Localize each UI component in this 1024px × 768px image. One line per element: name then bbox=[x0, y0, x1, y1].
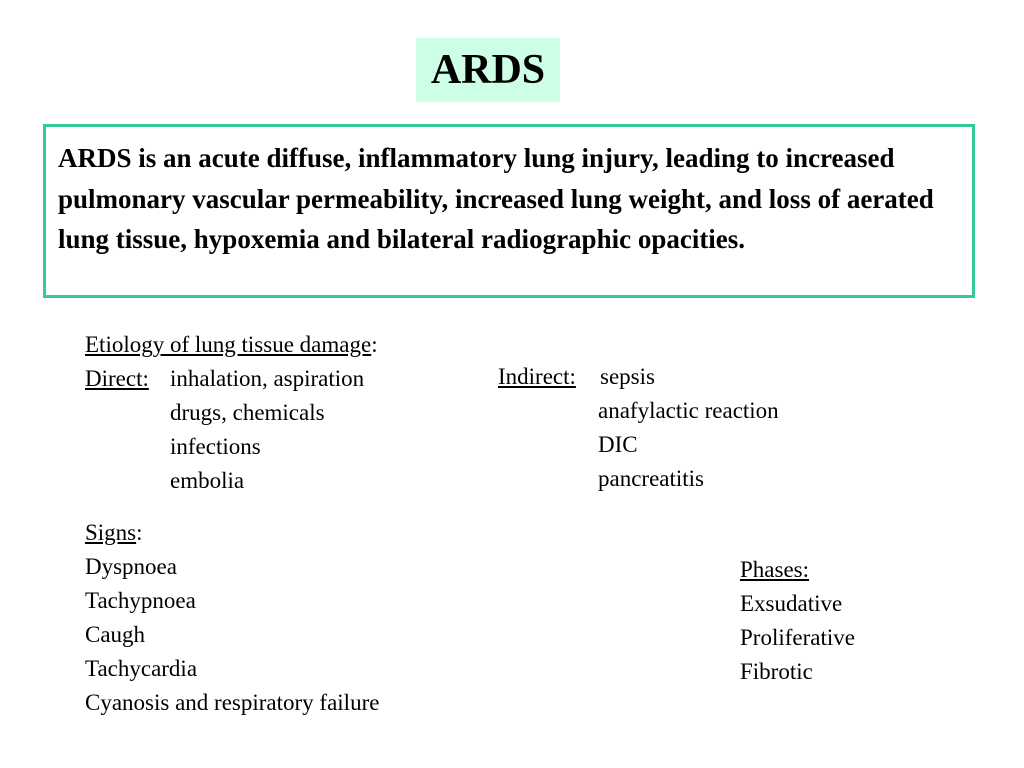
indirect-label: Indirect: bbox=[498, 364, 576, 389]
indirect-item: pancreatitis bbox=[598, 466, 705, 491]
etiology-heading bbox=[85, 333, 378, 356]
indirect-item: anafylactic reaction bbox=[598, 398, 779, 423]
phase-item: Fibrotic bbox=[740, 659, 813, 684]
etiology-heading-colon: : bbox=[371, 332, 378, 357]
phase-item: Proliferative bbox=[740, 625, 855, 650]
direct-item: infections bbox=[170, 434, 261, 459]
phases-heading: Phases: bbox=[740, 557, 809, 582]
etiology-heading-text: Etiology of lung tissue damage bbox=[85, 332, 372, 357]
direct-item: embolia bbox=[170, 468, 245, 493]
direct-label: Direct: bbox=[85, 366, 149, 391]
phase-item: Exsudative bbox=[740, 591, 843, 616]
signs-heading-colon: : bbox=[136, 520, 143, 545]
slide-title: ARDS bbox=[416, 38, 560, 102]
definition-box bbox=[43, 124, 975, 298]
indirect-item: DIC bbox=[598, 432, 638, 457]
sign-item: Dyspnoea bbox=[85, 554, 177, 579]
signs-heading bbox=[85, 521, 143, 544]
sign-item: Tachypnoea bbox=[85, 588, 196, 613]
direct-item: drugs, chemicals bbox=[170, 400, 325, 425]
sign-item: Tachycardia bbox=[85, 656, 198, 681]
sign-item: Cyanosis and respiratory failure bbox=[85, 690, 380, 715]
sign-item: Caugh bbox=[85, 622, 146, 647]
direct-item: inhalation, aspiration bbox=[170, 366, 365, 391]
definition-text: ARDS is an acute diffuse, inflammatory lung injury, leading to increased pulmonary vascular permeability, increased lung weight, and loss of aerated lung tissue, hypoxemia and bilateral radiographic opacities. bbox=[58, 143, 934, 254]
indirect-item: sepsis bbox=[600, 364, 655, 389]
signs-heading-text: Signs bbox=[85, 520, 137, 545]
